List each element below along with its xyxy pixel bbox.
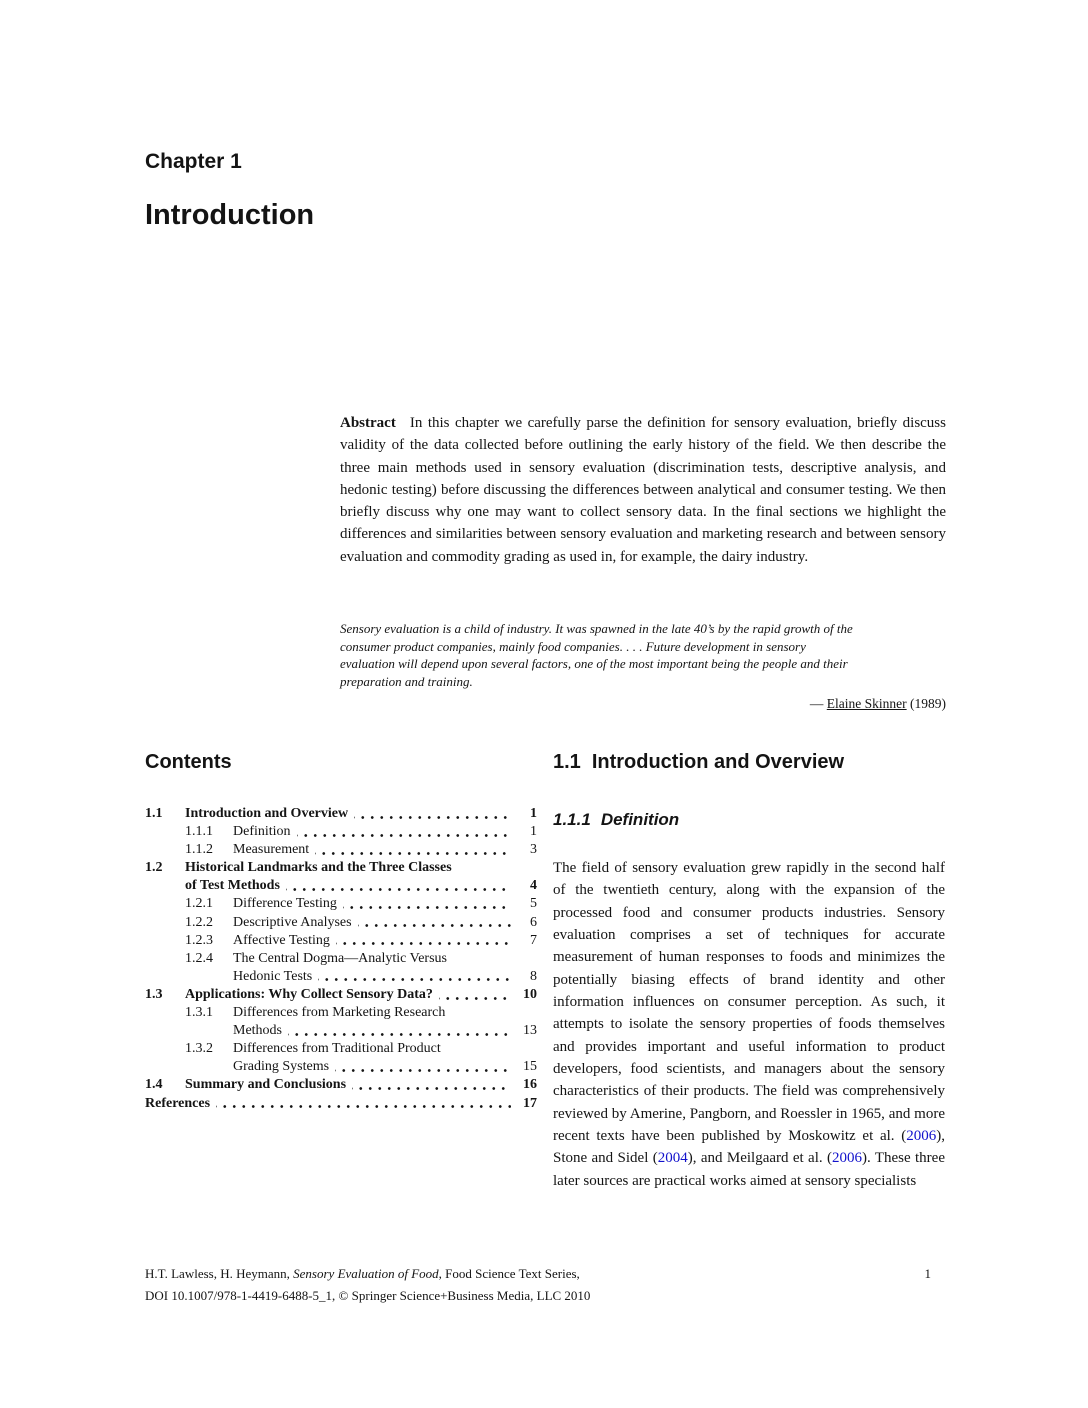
- toc-entry: [145, 1095, 537, 1113]
- citation-link[interactable]: 2006: [832, 1150, 862, 1167]
- toc-dot-leader: [315, 841, 511, 859]
- section-title: Introduction and Overview: [591, 751, 845, 773]
- text-segment: —: [809, 696, 827, 712]
- toc-entry-title: Hedonic Tests: [233, 968, 313, 984]
- body-paragraph: [553, 857, 945, 1192]
- toc-entry-page: 1: [530, 806, 537, 821]
- toc-entry-page: 15: [523, 1059, 537, 1075]
- toc-dot-leader: [318, 968, 511, 986]
- toc-entry-title: Grading Systems: [233, 1059, 330, 1075]
- toc-dot-leader: [352, 1076, 511, 1094]
- footer-citation-line: [145, 1263, 945, 1285]
- contents-heading: Contents: [145, 751, 232, 773]
- toc-entry: [145, 968, 537, 986]
- toc-dot-leader: [439, 986, 511, 1004]
- text-segment: The field of sensory evaluation grew rapidly in the second half of the twentieth century, along with the expansion of the processed food and consumer products industries. Sensory evaluation comprises a set of techniques for accurate measurement of human responses to foods and minimizes the potentially biasing effects of brand identity and other information influences on consumer perception. As such, it attempts to isolate the sensory properties of foods themselves and provides important and useful information to product developers, food scientists, and managers about the sensory characteristics of their products. The field was comprehensively reviewed by Amerine, Pangborn, and Roessler in 1965, and more recent texts have been published by Moskowitz et al. (: [553, 860, 945, 1145]
- toc-entry-title: Methods: [233, 1023, 282, 1039]
- toc-entry-title: Difference Testing: [233, 896, 337, 912]
- text-segment: ), and Meilgaard et al. (: [687, 1150, 832, 1167]
- quote-line: evaluation will depend upon several factors, one of the most important being the people and their: [340, 656, 848, 672]
- toc-entry-title: Differences from Marketing Research: [233, 1005, 446, 1021]
- toc-entry-number: 1.2.3: [185, 932, 213, 948]
- toc-entry-title: Summary and Conclusions: [185, 1077, 347, 1093]
- toc-entry-number: 1.3: [145, 986, 163, 1002]
- text-segment: ). These three later sources are practical works aimed at sensory specialists: [553, 1150, 945, 1189]
- footer-doi-line: DOI 10.1007/978-1-4419-6488-5_1, © Springer Science+Business Media, LLC 2010: [145, 1287, 591, 1303]
- toc-entry-page: 17: [523, 1095, 537, 1111]
- toc-entry: [145, 932, 537, 950]
- toc-entry-title: Historical Landmarks and the Three Classes: [185, 860, 452, 876]
- toc-entry-page: 4: [530, 878, 537, 894]
- toc-dot-leader: [343, 895, 511, 913]
- toc-entry-page: 3: [530, 842, 537, 858]
- toc-entry: [145, 823, 537, 841]
- text-segment: H.T. Lawless, H. Heymann,: [145, 1266, 294, 1281]
- toc-entry-title: The Central Dogma—Analytic Versus: [233, 950, 447, 966]
- toc-dot-leader: [336, 932, 511, 950]
- toc-dot-leader: [358, 914, 511, 932]
- toc-entry: [145, 859, 537, 877]
- attribution-name-link[interactable]: Elaine Skinner: [826, 696, 907, 712]
- toc-entry-page: 10: [523, 986, 537, 1002]
- subsection-heading: [553, 809, 945, 830]
- toc-dot-leader: [297, 823, 511, 841]
- toc-dot-leader: [354, 805, 511, 823]
- toc-entry-title: Applications: Why Collect Sensory Data?: [185, 986, 433, 1002]
- toc-dot-leader: [335, 1058, 511, 1076]
- abstract-paragraph: [340, 412, 946, 568]
- text-segment: ), Stone and Sidel (: [553, 1128, 945, 1167]
- toc-entry: [145, 1004, 537, 1022]
- text-segment: , Food Science Text Series,: [438, 1266, 580, 1281]
- toc-entry-number: 1.1: [145, 806, 163, 821]
- section-number: 1.1: [553, 751, 581, 773]
- epigraph-attribution: [340, 695, 946, 713]
- toc-entry-page: 5: [530, 896, 537, 912]
- toc-entry-page: 13: [523, 1023, 537, 1039]
- section-heading: [553, 750, 945, 774]
- toc-dot-leader: [288, 1022, 511, 1040]
- toc-entry-title: References: [145, 1095, 211, 1111]
- toc-entry-page: 7: [530, 932, 537, 948]
- toc-entry-number: 1.3.2: [185, 1041, 213, 1057]
- quote-line: preparation and training.: [340, 673, 473, 689]
- toc-entry-number: 1.2.2: [185, 914, 213, 930]
- contents-column: [145, 750, 537, 1113]
- toc-entry: [145, 1058, 537, 1076]
- toc-entry-number: 1.1.1: [185, 824, 213, 840]
- text-segment: Sensory Evaluation of Food: [293, 1266, 439, 1281]
- toc-entry: [145, 986, 537, 1004]
- toc-entry: [145, 950, 537, 968]
- toc-entry-page: 16: [523, 1077, 537, 1093]
- toc-entry-number: 1.4: [145, 1077, 163, 1093]
- toc-entry-title: Descriptive Analyses: [233, 914, 352, 930]
- main-text-column: [553, 750, 945, 1192]
- text-segment: (1989): [906, 696, 946, 712]
- epigraph: [340, 620, 946, 713]
- toc-dot-leader: [216, 1095, 511, 1113]
- toc-entry-title: Differences from Traditional Product: [233, 1041, 441, 1057]
- subsection-title: Definition: [600, 810, 680, 829]
- toc-entry: [145, 895, 537, 913]
- toc-entry-page: 6: [530, 914, 537, 930]
- toc-entry-title: of Test Methods: [185, 878, 280, 894]
- chapter-number: Chapter 1: [145, 150, 242, 173]
- toc-entry: [145, 877, 537, 895]
- toc-entry: [145, 1076, 537, 1094]
- page-footer: [145, 1263, 945, 1306]
- toc-entry: [145, 1040, 537, 1058]
- chapter-title: Introduction: [145, 199, 315, 231]
- citation-link[interactable]: 2004: [657, 1150, 688, 1167]
- epigraph-text: [340, 620, 946, 690]
- toc-entry-title: Affective Testing: [233, 932, 330, 948]
- toc-entry-page: 8: [530, 968, 537, 984]
- toc-dot-leader: [286, 877, 511, 895]
- subsection-number: 1.1.1: [553, 810, 591, 829]
- toc-entry-page: 1: [530, 824, 537, 840]
- page-number: 1: [924, 1266, 931, 1281]
- citation-link[interactable]: 2006: [906, 1128, 937, 1145]
- abstract-label: Abstract: [340, 415, 396, 431]
- toc-entry-number: 1.2.4: [185, 950, 213, 966]
- toc-entry-title: Introduction and Overview: [185, 806, 349, 821]
- table-of-contents: [145, 805, 537, 1113]
- toc-entry: [145, 1022, 537, 1040]
- toc-entry-title: Measurement: [233, 842, 310, 858]
- toc-entry-number: 1.1.2: [185, 842, 213, 858]
- abstract-text: In this chapter we carefully parse the definition for sensory evaluation, briefly discuss validity of the data collected before outlining the early history of the field. We then describe the three main methods used in sensory evaluation (discrimination tests, descriptive analysis, and hedonic testing) before discussing the differences between analytical and consumer testing. We then briefly discuss why one may want to collect sensory data. In the final sections we highlight the differences and similarities between sensory evaluation and marketing research and between sensory evaluation and commodity grading as used in, for example, the dairy industry.: [340, 415, 946, 565]
- quote-line: Sensory evaluation is a child of industry. It was spawned in the late 40’s by the rapid growth of the: [340, 621, 853, 636]
- toc-entry: [145, 841, 537, 859]
- toc-entry-number: 1.2.1: [185, 896, 213, 912]
- toc-entry: [145, 805, 537, 823]
- toc-entry-number: 1.2: [145, 860, 163, 876]
- quote-line: consumer product companies, mainly food companies. . . . Future development in sensory: [340, 638, 806, 654]
- toc-entry-number: 1.3.1: [185, 1005, 213, 1021]
- toc-entry-title: Definition: [233, 824, 291, 840]
- toc-entry: [145, 914, 537, 932]
